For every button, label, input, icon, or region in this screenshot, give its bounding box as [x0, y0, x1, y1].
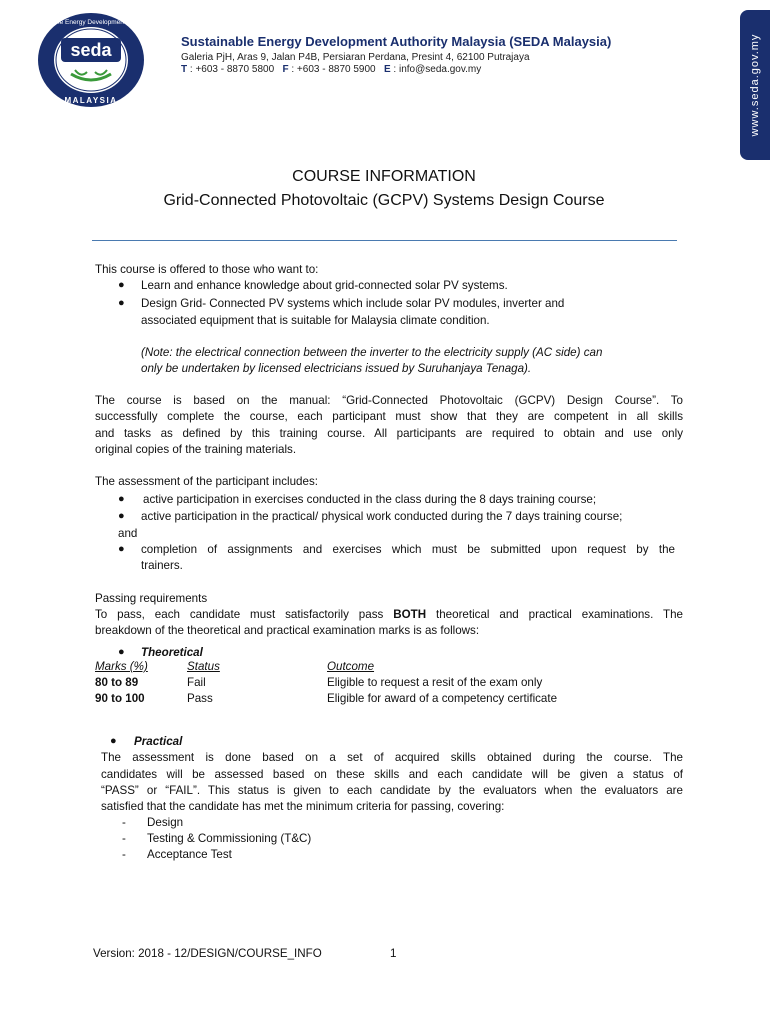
seda-logo — [29, 12, 153, 108]
bullet-icon: ● — [118, 297, 125, 309]
org-address: Galeria PjH, Aras 9, Jalan P4B, Persiaran Perdana, Presint 4, 62100 Putrajaya — [181, 52, 530, 63]
basis-line-4: original copies of the training materials. — [95, 443, 297, 456]
email-value: : info@seda.gov.my — [393, 64, 482, 75]
bullet-icon: ● — [118, 279, 125, 291]
fax-label: F — [282, 64, 289, 75]
fax-value: : +603 - 8870 5900 — [291, 64, 376, 75]
footer-version: Version: 2018 - 12/DESIGN/COURSE_INFO — [93, 947, 322, 960]
assessment-and: and — [118, 527, 138, 540]
dash-icon: - — [122, 848, 126, 861]
page-number: 1 — [390, 947, 397, 960]
basis-line-2: successfully complete the course, each participant must show that they are competent in all skills — [95, 410, 683, 423]
basis-line-3: and tasks as defined by this training course. All participants are required to obtain and use only — [95, 427, 683, 440]
website-side-tab — [740, 10, 770, 160]
practical-heading: Practical — [134, 735, 183, 748]
email-label: E — [383, 64, 391, 75]
table-header-outcome: Outcome — [327, 660, 375, 673]
passing-line-1-c: theoretical and practical examinations. The — [426, 608, 683, 621]
table-header-marks: Marks (%) — [95, 660, 148, 673]
tel-label: T — [181, 64, 188, 75]
practical-line-2-b: will be assessed based on these skills and each candidate will be given a status of — [157, 768, 683, 781]
bullet-icon: ● — [110, 735, 117, 747]
table-row-1-outcome: Eligible to request a resit of the exam only — [327, 676, 543, 689]
org-name: Sustainable Energy Development Authority Malaysia (SEDA Malaysia) — [181, 34, 612, 49]
assessment-bullet-3-line-1: completion of assignments and exercises which must be submitted upon request by the — [141, 543, 675, 556]
table-row-1-status: Fail — [187, 676, 206, 689]
dash-icon: - — [122, 832, 126, 845]
page-subtitle: Grid-Connected Photovoltaic (GCPV) Systems Design Course — [163, 192, 605, 209]
theoretical-heading: Theoretical — [141, 646, 203, 659]
practical-line-2-a: candidates — [101, 768, 158, 781]
table-row-1-marks: 80 to 89 — [95, 676, 139, 689]
practical-line-4: satisfied that the candidate has met the minimum criteria for passing, covering: — [101, 800, 505, 813]
table-row-2-outcome: Eligible for award of a competency certificate — [327, 692, 558, 705]
basis-line-1: The course is based on the manual: “Grid-Connected Photovoltaic (GCPV) Design Course”. To — [95, 394, 683, 407]
practical-line-2 — [101, 767, 683, 783]
assessment-lead: The assessment of the participant includes: — [95, 475, 318, 488]
bullet-icon: ● — [118, 510, 125, 522]
org-contact — [181, 64, 481, 75]
table-header-status: Status — [187, 660, 220, 673]
assessment-bullet-2: active participation in the practical/ physical work conducted during the 7 days training course; — [141, 510, 623, 523]
intro-lead: This course is offered to those who want to: — [95, 263, 319, 276]
table-row-2-marks: 90 to 100 — [95, 692, 145, 705]
passing-line-2: breakdown of the theoretical and practical examination marks is as follows: — [95, 624, 480, 637]
intro-bullet-1: Learn and enhance knowledge about grid-connected solar PV systems. — [141, 279, 508, 292]
bullet-icon: ● — [118, 493, 125, 505]
practical-line-3: “PASS” or “FAIL”. This status is given to each candidate by the evaluators when the evaluators are — [101, 784, 683, 797]
logo-ring-bottom: MALAYSIA — [64, 96, 118, 105]
website-url: www.seda.gov.my — [749, 33, 761, 137]
page-title: COURSE INFORMATION — [292, 168, 476, 185]
logo-ring-top: Sustainable Energy Development Authority — [29, 19, 153, 26]
passing-heading: Passing requirements — [95, 592, 208, 605]
dash-item-testing: Testing & Commissioning (T&C) — [147, 832, 312, 845]
dash-item-design: Design — [147, 816, 184, 829]
title-divider — [92, 240, 677, 241]
practical-line-1: The assessment is done based on a set of acquired skills obtained during the course. The — [101, 751, 683, 764]
passing-line-1-a: To pass, each candidate must satisfactorily pass — [95, 608, 394, 621]
intro-note-line-2: only be undertaken by licensed electricians issued by Suruhanjaya Tenaga). — [141, 362, 532, 375]
intro-bullet-2-line-1: Design Grid- Connected PV systems which include solar PV modules, inverter and — [141, 297, 565, 310]
tel-value: : +603 - 8870 5800 — [189, 64, 275, 75]
passing-both: BOTH — [393, 608, 427, 621]
logo-wordmark: seda — [70, 40, 112, 60]
assessment-bullet-3-line-2: trainers. — [141, 559, 183, 572]
bullet-icon: ● — [118, 646, 125, 658]
intro-note-line-1: (Note: the electrical connection between the inverter to the electricity supply (AC side) can — [141, 346, 603, 359]
dash-icon: - — [122, 816, 126, 829]
bullet-icon: ● — [118, 543, 125, 555]
assessment-bullet-1: active participation in exercises conducted in the class during the 8 days training course; — [143, 493, 597, 506]
passing-line-1 — [95, 607, 683, 623]
dash-item-acceptance: Acceptance Test — [147, 848, 232, 861]
intro-bullet-2-line-2: associated equipment that is suitable for Malaysia climate condition. — [141, 314, 490, 327]
table-row-2-status: Pass — [187, 692, 213, 705]
